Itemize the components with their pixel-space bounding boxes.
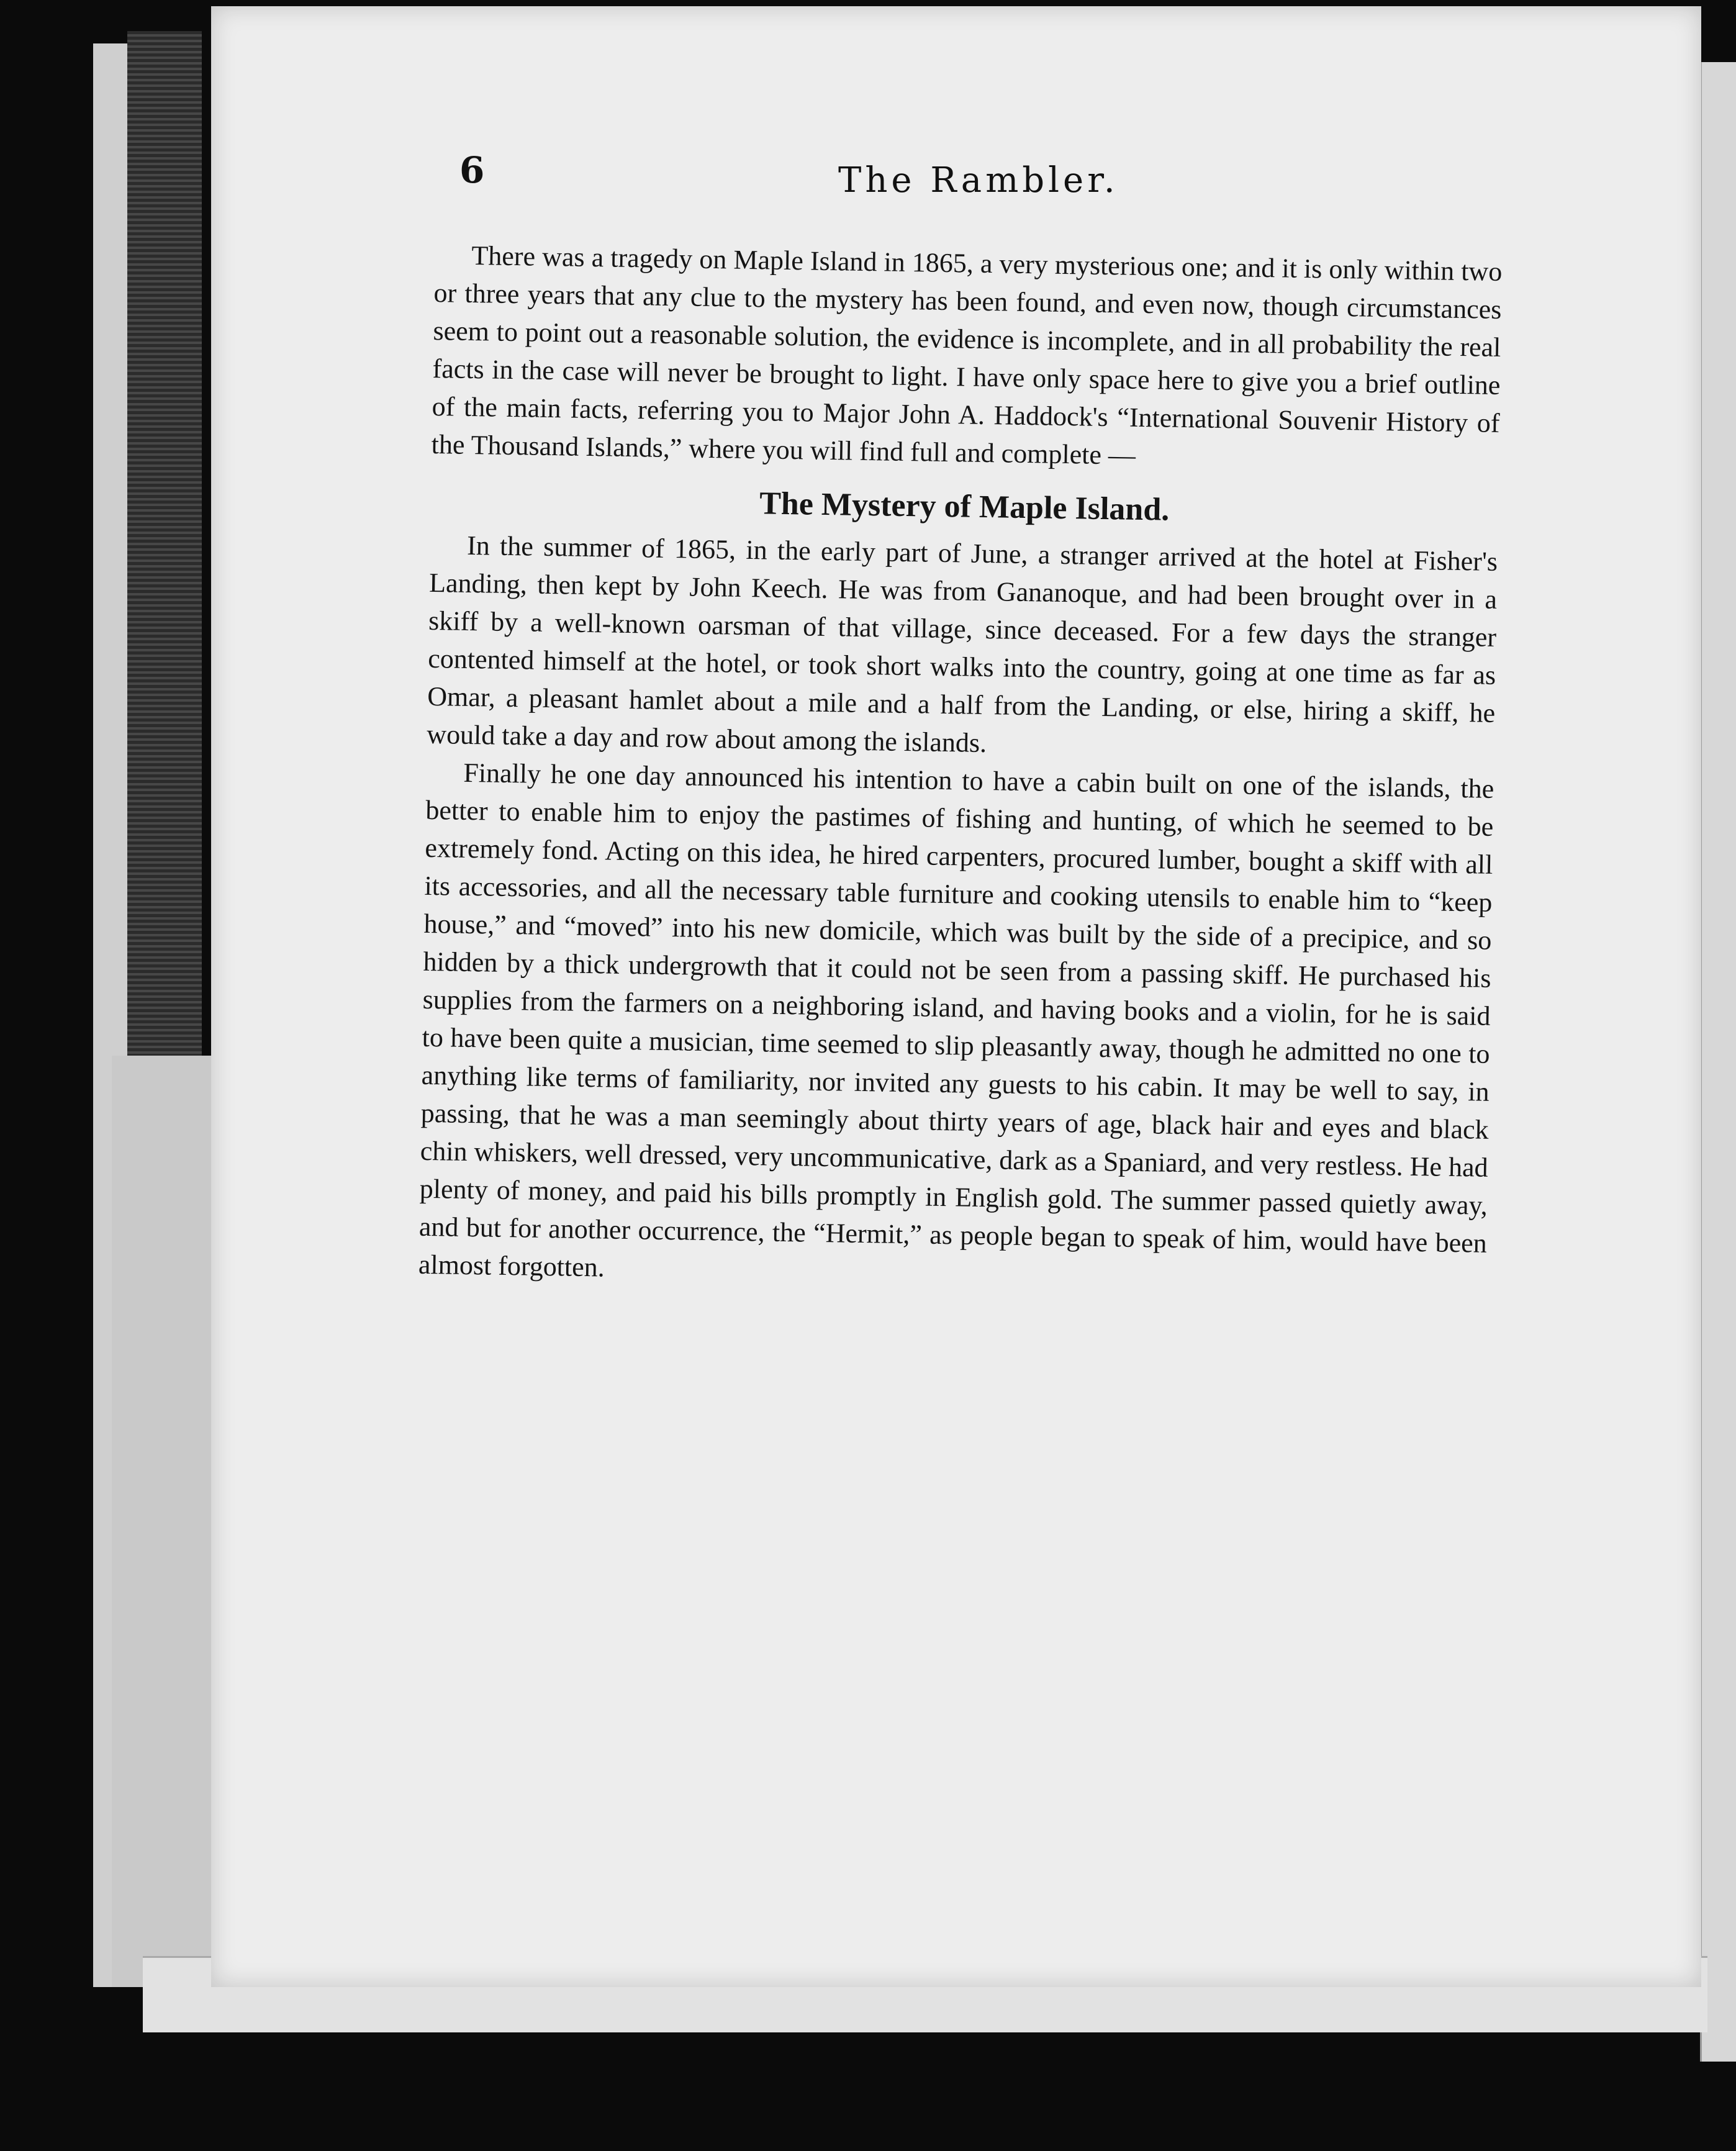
body-paragraph-1: In the summer of 1865, in the early part of June, a stranger arrived at the hotel at Fisher's Landing, then kept by John Keech. He was from Gananoque, and had been brought over in a skiff by a well-known oarsman of that village, since deceased. For a few days the stranger contented himself at the hotel, or took short walks into the country, going at one time as far as Omar, a pleasant hamlet about a mile and a half from the Landing, or else, hiring a skiff, he would take a day and row about among the islands.	[427, 530, 1498, 759]
left-cover-edge	[112, 1056, 217, 1987]
right-page-edge	[1700, 62, 1736, 2151]
scan-background	[0, 2062, 1736, 2151]
article-body	[418, 236, 1503, 1300]
intro-paragraph: There was a tragedy on Maple Island in 1865, a very mysterious one; and it is only within two or three years that any clue to the mystery has been found, and even now, though circumstances seem to point out a reasonable solution, the evidence is incomplete, and in all probability the real facts in the case will never be brought to light. I have only space here to give you a brief outline of the main facts, referring you to Major John A. Haddock's “International Souvenir History of the Thousand Islands,” where you will find full and complete —	[431, 240, 1503, 471]
page-header	[459, 149, 1552, 217]
page-number: 6	[459, 149, 485, 191]
body-paragraph-2: Finally he one day announced his intention to have a cabin built on one of the islands, the better to enable him to enjoy the pastimes of fishing and hunting, of which he seemed to be extremely fond. Acting on this idea, he hired carpenters, procured lumber, bought a skiff with all its accessories, and all the necessary table furniture and cooking utensils to enable him to “keep house,” and “moved” into his new domicile, which was built by the side of a precipice, and so hidden by a thick undergrowth that it could not be seen from a passing skiff. He purchased his supplies from the farmers on a neighboring island, and having books and a violin, for he is said to have been quite a musician, time seemed to slip pleasantly away, though he admitted no one to anything like terms of familiarity, nor invited any guests to his cabin. It may be well to say, in passing, that he was a man seemingly about thirty years of age, black hair and eyes and black chin whiskers, well dressed, very uncommunicative, dark as a Spaniard, and very restless. He had plenty of money, and paid his bills promptly in English gold. The summer passed quietly away, and but for another occurrence, the “Hermit,” as people began to speak of him, would have been almost forgotten.	[418, 757, 1494, 1283]
running-title: The Rambler.	[838, 160, 1119, 201]
section-heading: The Mystery of Maple Island.	[759, 486, 1170, 528]
left-book-spine	[127, 31, 202, 1074]
